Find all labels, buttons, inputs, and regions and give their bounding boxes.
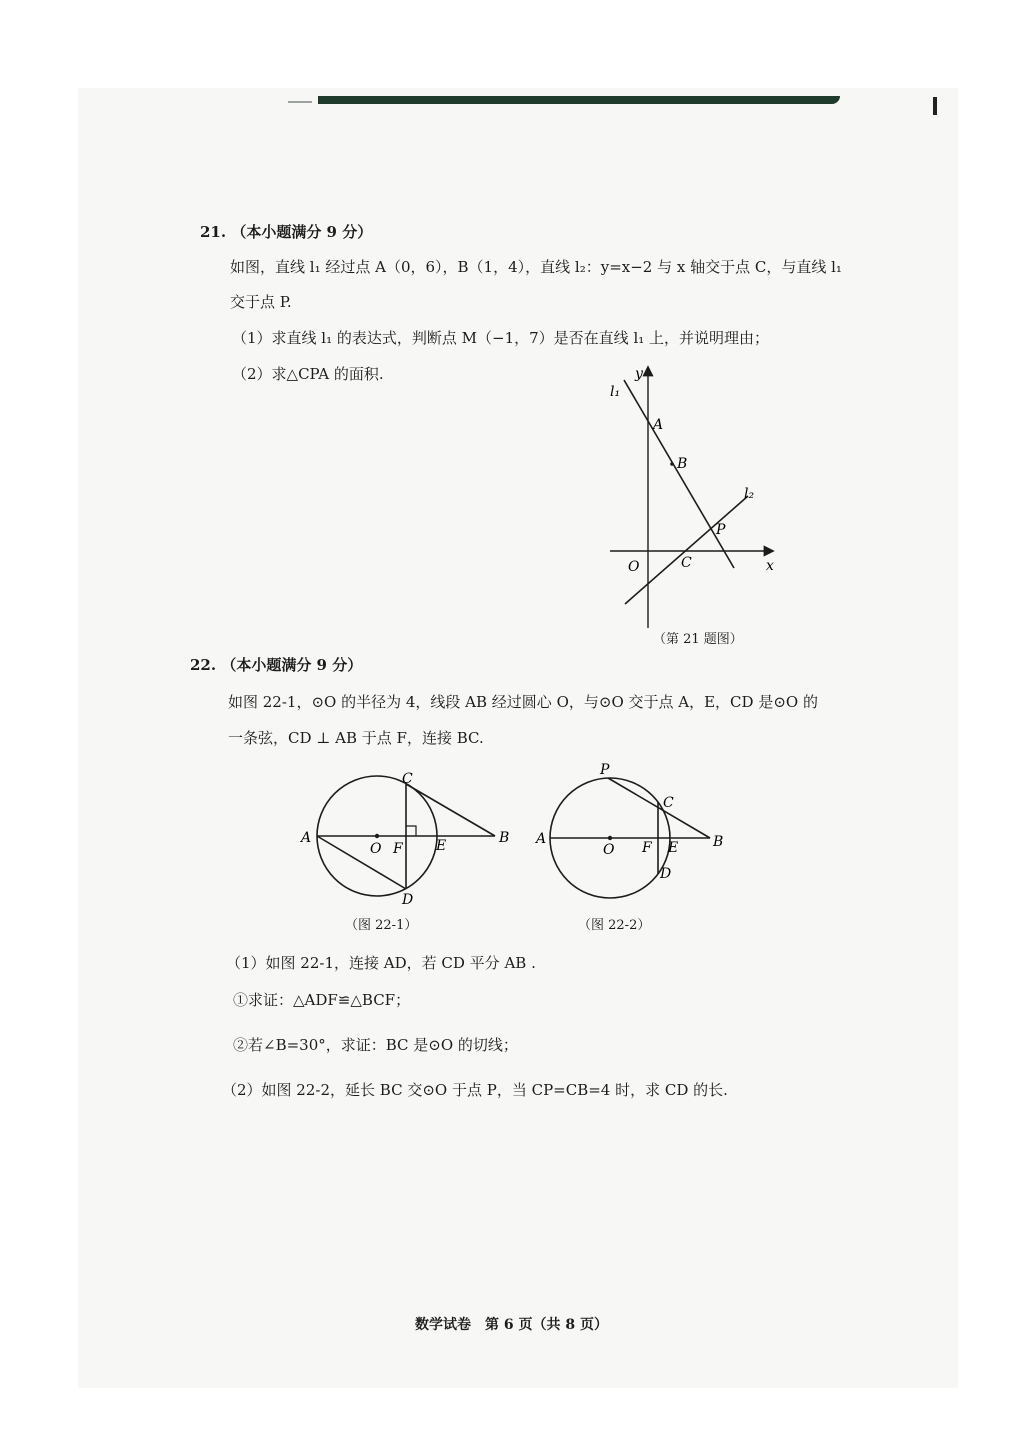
q21-stem-line1: 如图，直线 l₁ 经过点 A（0，6），B（1，4），直线 l₂：y=x−2 与 x 轴交于点 C，与直线 l₁: [230, 258, 842, 276]
q22-heading: 22. （本小题满分 9 分）: [190, 656, 363, 674]
q22-stem-line2: 一条弦，CD ⊥ AB 于点 F，连接 BC.: [228, 729, 484, 747]
label-C: C: [681, 555, 692, 571]
q22-part1: （1）如图 22-1，连接 AD，若 CD 平分 AB .: [226, 954, 536, 972]
q22-part2: （2）如图 22-2，延长 BC 交⊙O 于点 P，当 CP=CB=4 时，求 CD 的长.: [222, 1081, 728, 1099]
fig-22-1-caption: （图 22-1）: [345, 918, 418, 933]
line-l1: [624, 380, 734, 568]
label-E: E: [668, 840, 679, 856]
label-l1: l₁: [610, 384, 621, 400]
center-O: [608, 836, 612, 840]
q21-part2: （2）求△CPA 的面积.: [232, 365, 384, 383]
q21-heading: 21. （本小题满分 9 分）: [200, 223, 373, 241]
label-y: y: [635, 366, 643, 382]
binding-strip: [318, 96, 840, 104]
q22-part1b: ②若∠B=30°，求证：BC 是⊙O 的切线；: [233, 1036, 518, 1054]
label-D: D: [660, 866, 672, 882]
point-B: [670, 462, 674, 466]
line-l2: [625, 496, 748, 604]
label-C: C: [663, 795, 674, 811]
label-D: D: [402, 892, 414, 908]
q21-figure: [600, 360, 800, 640]
label-C: C: [402, 771, 413, 787]
q22-stem-line1: 如图 22-1，⊙O 的半径为 4，线段 AB 经过圆心 O，与⊙O 交于点 A，E，CD 是⊙O 的: [228, 693, 818, 711]
label-F: F: [393, 841, 403, 857]
label-O: O: [628, 559, 640, 575]
label-O: O: [370, 841, 382, 857]
fig-22-2: [530, 758, 730, 908]
label-A: A: [301, 830, 312, 846]
label-x: x: [766, 558, 774, 574]
scan-edge-mark: [933, 97, 937, 115]
label-B: B: [677, 456, 688, 472]
fig-22-2-caption: （图 22-2）: [578, 918, 651, 933]
scan-artifact-line: [288, 101, 312, 103]
label-A: A: [536, 831, 547, 847]
segment-PB: [608, 778, 710, 838]
q21-stem-line2: 交于点 P.: [230, 293, 292, 311]
label-P: P: [600, 762, 610, 778]
q21-part1: （1）求直线 l₁ 的表达式，判断点 M（−1，7）是否在直线 l₁ 上，并说明理由；: [232, 329, 770, 347]
label-P: P: [716, 522, 726, 538]
label-O: O: [603, 842, 615, 858]
label-l2: l₂: [744, 486, 755, 502]
page-footer: 数学试卷 第 6 页（共 8 页）: [415, 1317, 608, 1333]
q22-part1a: ①求证：△ADF≌△BCF；: [233, 991, 411, 1009]
label-B: B: [499, 830, 510, 846]
label-F: F: [642, 840, 652, 856]
q21-figure-caption: （第 21 题图）: [653, 632, 743, 647]
label-B: B: [713, 834, 724, 850]
right-angle-mark: [406, 826, 416, 836]
label-E: E: [436, 838, 447, 854]
segment-BC: [406, 784, 495, 836]
center-O: [375, 834, 379, 838]
fig-22-1: [295, 765, 520, 915]
label-A: A: [653, 417, 664, 433]
exam-page: [78, 88, 958, 1388]
